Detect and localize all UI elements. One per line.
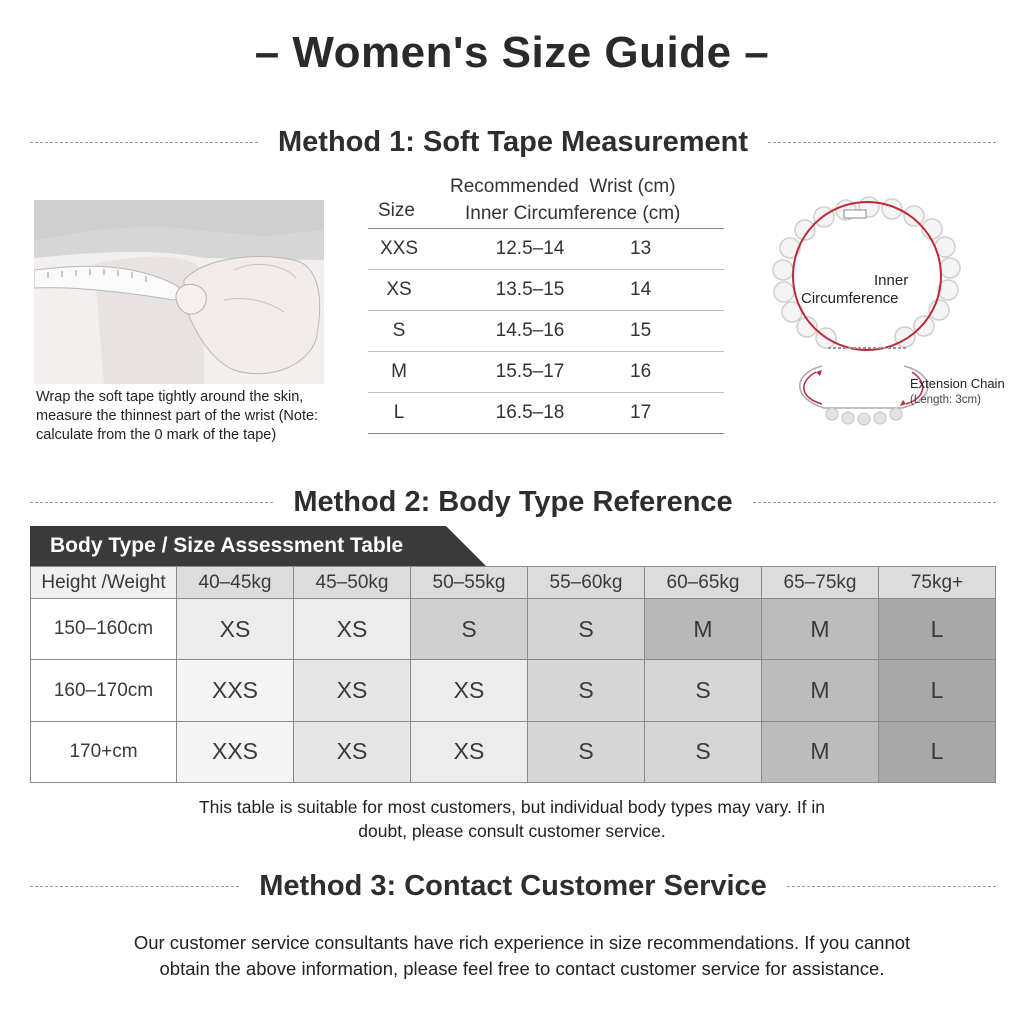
inner-cell: 15 <box>630 320 652 341</box>
weight-header: 50–55kg <box>411 567 528 599</box>
weight-header: 65–75kg <box>762 567 879 599</box>
table-note-line1: This table is suitable for most customers, but individual body types may vary. If in <box>198 797 826 817</box>
divider <box>30 502 273 503</box>
inner-cell: 16 <box>630 361 652 382</box>
method3-heading: Method 3: Contact Customer Service <box>259 869 767 902</box>
corner-cell: Height /Weight <box>31 567 177 599</box>
inner-label-line2: Circumference <box>801 290 899 307</box>
size-cell: XS <box>411 660 528 721</box>
extension-chain-length: (Length: 3cm) <box>910 394 981 406</box>
size-cell: S <box>528 721 645 782</box>
size-cell: XXS <box>177 721 294 782</box>
height-cell: 160–170cm <box>31 660 177 721</box>
divider <box>768 142 996 143</box>
inner-label-line1: Inner <box>874 272 909 289</box>
size-cell: XS <box>411 721 528 782</box>
contact-text-line1: Our customer service consultants have rich experience in size recommendations. If you cannot <box>133 932 911 953</box>
extension-chain-label: Extension Chain <box>910 376 1005 391</box>
contact-text <box>10 930 1024 982</box>
method2-heading-row <box>0 482 1024 522</box>
body-type-table <box>30 566 996 783</box>
table-header-row <box>31 567 996 599</box>
assessment-table-banner <box>30 526 486 566</box>
header-inner-circumference: Inner Circumference (cm) <box>465 203 681 224</box>
size-cell: XS <box>294 660 411 721</box>
divider <box>30 886 239 887</box>
size-cell: M <box>762 660 879 721</box>
table-row <box>368 393 724 434</box>
header-size: Size <box>378 200 415 221</box>
wrist-cell: 14.5–16 <box>495 320 565 341</box>
height-cell: 150–160cm <box>31 599 177 660</box>
table-row <box>31 721 996 782</box>
wrist-cell: 16.5–18 <box>495 402 565 423</box>
wrist-size-table <box>368 172 724 434</box>
method2-heading: Method 2: Body Type Reference <box>293 485 733 518</box>
size-cell: XXS <box>177 660 294 721</box>
size-cell: XS <box>294 599 411 660</box>
wrist-size-table-header <box>368 172 724 229</box>
banner-title: Body Type / Size Assessment Table <box>50 534 404 557</box>
header-recommended-wrist: Recommended Wrist (cm) <box>450 176 676 197</box>
table-note <box>0 795 1024 843</box>
divider <box>787 886 996 887</box>
bracelet-diagram <box>752 196 1020 432</box>
inner-cell: 14 <box>630 279 652 300</box>
height-cell: 170+cm <box>31 721 177 782</box>
wrist-cell: 15.5–17 <box>495 361 565 382</box>
inner-cell: 13 <box>630 238 652 259</box>
page-title: – Women's Size Guide – <box>254 28 770 77</box>
size-cell: M <box>762 721 879 782</box>
wrist-cell: 13.5–15 <box>495 279 565 300</box>
table-row <box>368 352 724 393</box>
weight-header: 60–65kg <box>645 567 762 599</box>
wrist-tape-photo <box>34 200 324 384</box>
size-cell: M <box>645 599 762 660</box>
size-cell: S <box>392 320 406 341</box>
size-cell: L <box>879 599 996 660</box>
table-row <box>31 599 996 660</box>
size-cell: XS <box>177 599 294 660</box>
size-cell: S <box>528 599 645 660</box>
method1-heading-row <box>0 122 1024 162</box>
table-row <box>368 311 724 352</box>
size-cell: XS <box>294 721 411 782</box>
size-cell: L <box>393 402 405 423</box>
divider <box>753 502 996 503</box>
weight-header: 55–60kg <box>528 567 645 599</box>
size-cell: S <box>645 660 762 721</box>
method3-heading-row <box>0 866 1024 906</box>
divider <box>30 142 258 143</box>
wrist-cell: 12.5–14 <box>495 238 565 259</box>
weight-header: 45–50kg <box>294 567 411 599</box>
size-cell: XS <box>386 279 412 300</box>
size-cell: M <box>762 599 879 660</box>
contact-text-line2: obtain the above information, please feel free to contact customer service for assistance. <box>159 958 885 979</box>
weight-header: 40–45kg <box>177 567 294 599</box>
size-cell: L <box>879 660 996 721</box>
size-cell: XXS <box>379 238 419 259</box>
table-note-line2: doubt, please consult customer service. <box>358 821 666 841</box>
measurement-instructions: Wrap the soft tape tightly around the skin, measure the thinnest part of the wrist (Note: calculate from the 0 mark of the tape) <box>36 389 319 443</box>
table-row <box>368 229 724 270</box>
size-cell: L <box>879 721 996 782</box>
size-cell: S <box>645 721 762 782</box>
inner-cell: 17 <box>630 402 652 423</box>
table-row <box>31 660 996 721</box>
size-cell: M <box>391 361 407 382</box>
weight-header: 75kg+ <box>879 567 996 599</box>
size-cell: S <box>528 660 645 721</box>
table-row <box>368 270 724 311</box>
size-cell: S <box>411 599 528 660</box>
method1-heading: Method 1: Soft Tape Measurement <box>278 125 748 158</box>
